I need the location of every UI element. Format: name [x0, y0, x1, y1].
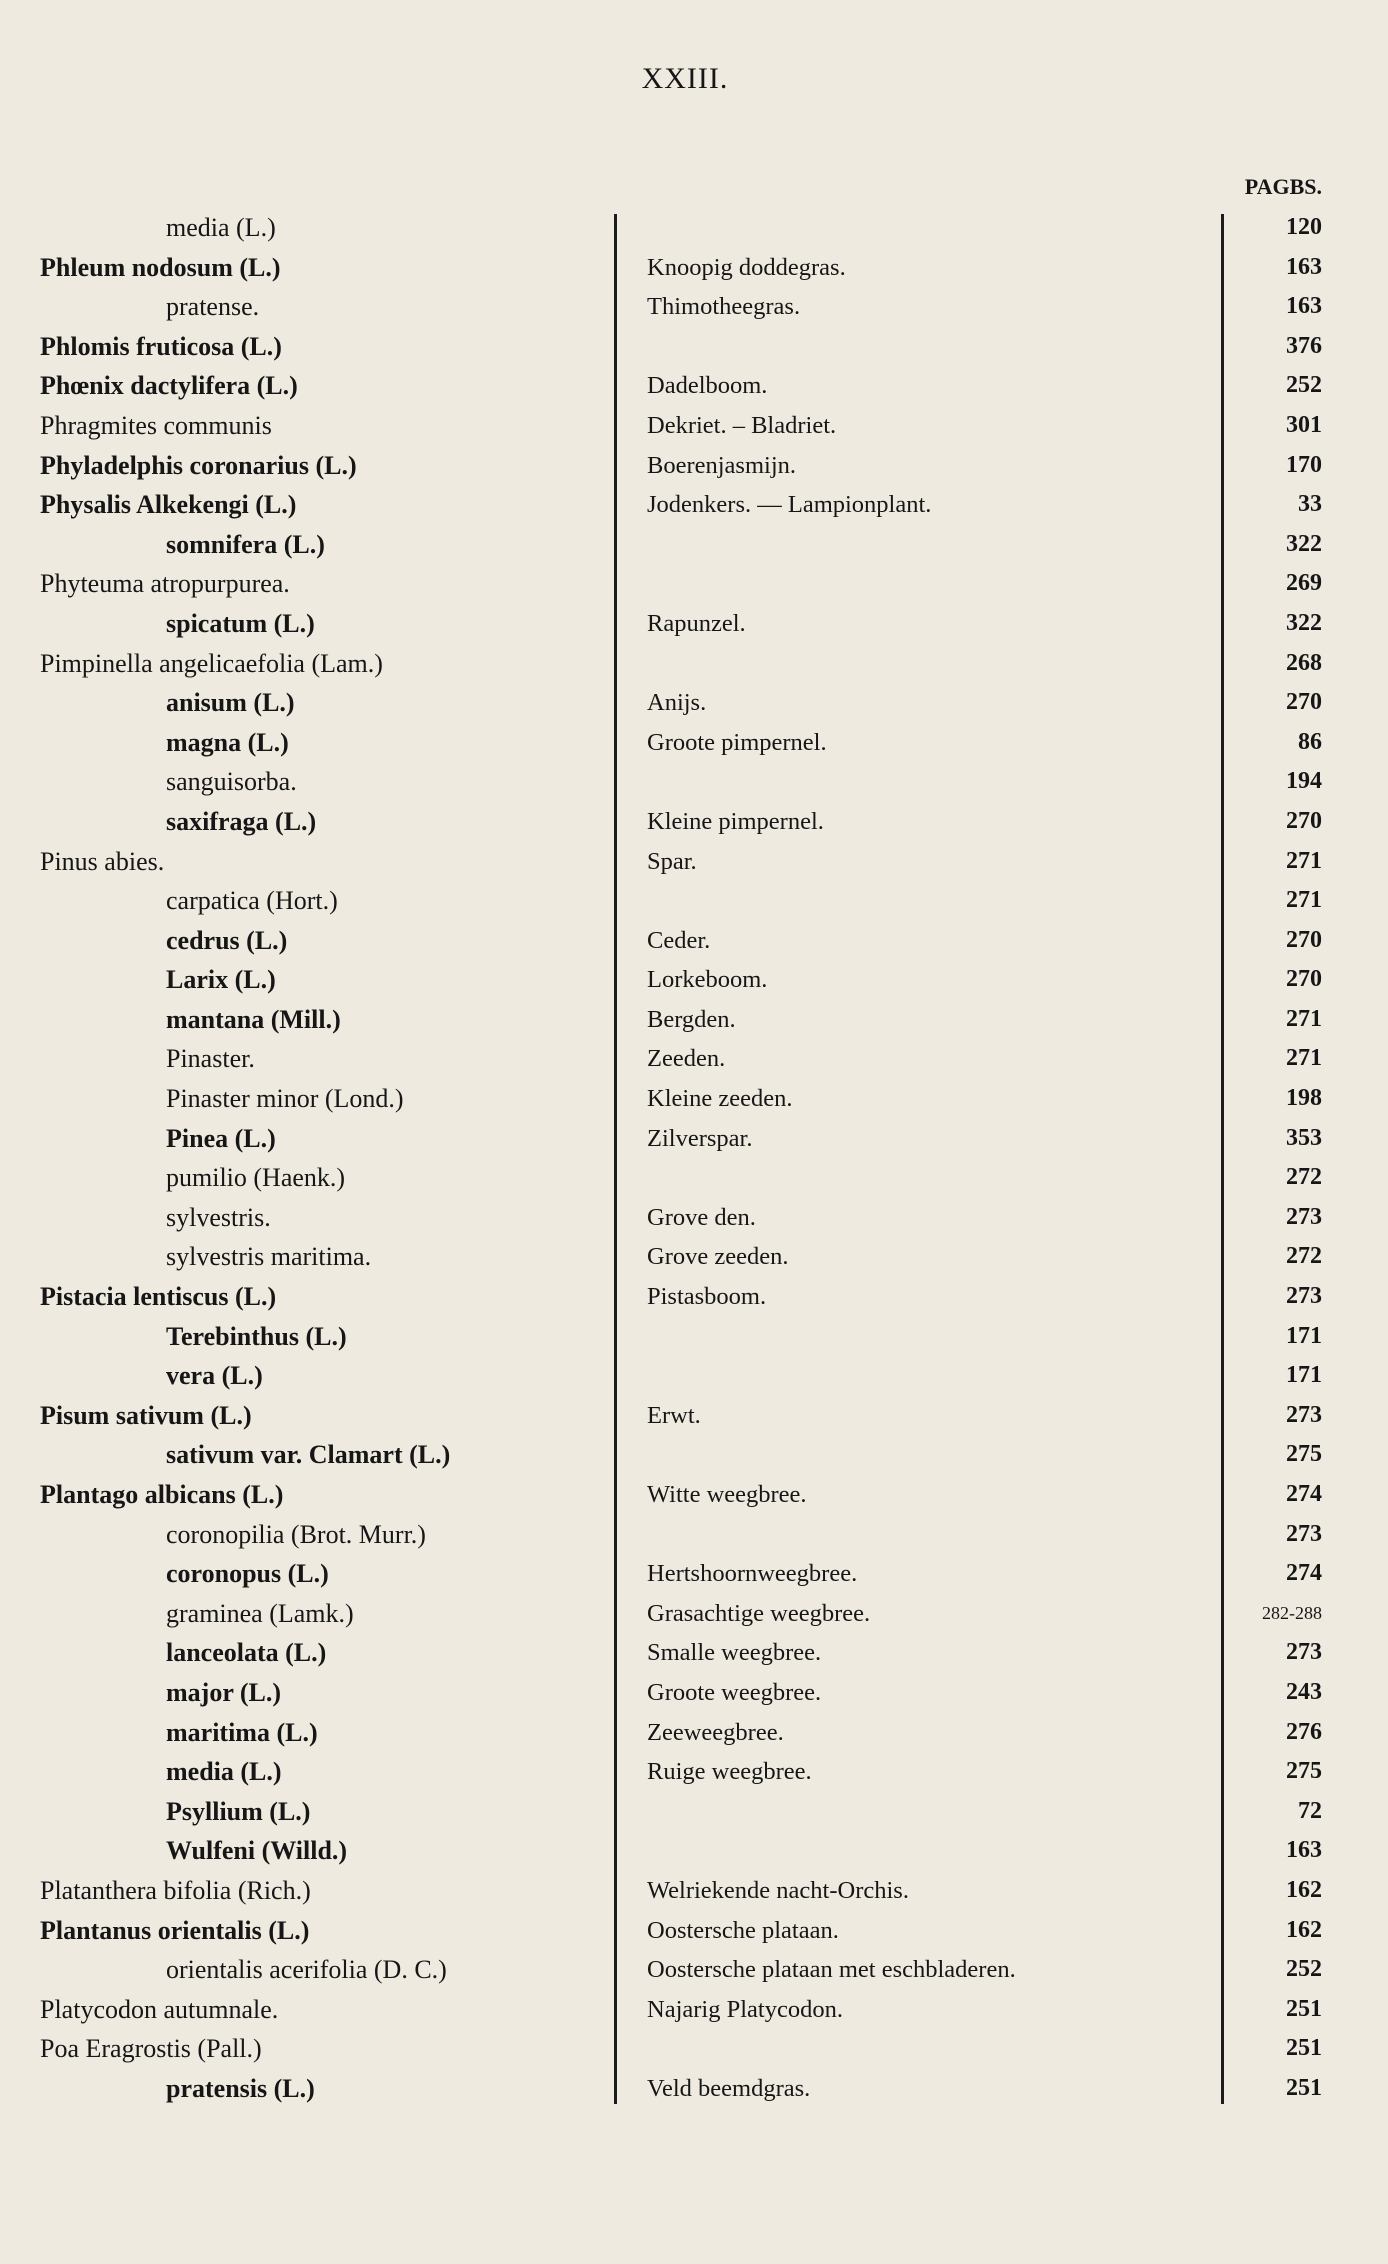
page-reference: 33	[1298, 491, 1322, 518]
dutch-name: Rapunzel.	[647, 609, 746, 637]
page-number: XXIII.	[641, 62, 729, 95]
dutch-name: Oostersche plataan met eschbladeren.	[647, 1956, 1016, 1984]
index-entry	[0, 604, 1388, 644]
latin-name: Physalis Alkekengi (L.)	[40, 490, 297, 520]
dutch-name: Witte weegbree.	[647, 1481, 807, 1508]
index-entry	[0, 1039, 1388, 1079]
index-entry	[0, 802, 1388, 842]
latin-name: magna (L.)	[166, 727, 289, 757]
index-entry	[0, 723, 1388, 763]
dutch-name: Erwt.	[647, 1401, 701, 1429]
index-entry	[0, 525, 1388, 565]
dutch-name: Zilverspar.	[647, 1124, 753, 1152]
latin-name: Phœnix dactylifera (L.)	[40, 371, 298, 401]
page-reference: 270	[1286, 807, 1322, 834]
page-reference: 163	[1286, 253, 1322, 280]
latin-name: Phlomis fruticosa (L.)	[40, 331, 282, 361]
dutch-name: Veld beemdgras.	[647, 2074, 811, 2102]
page-reference: 170	[1286, 451, 1322, 478]
dutch-name: Groote pimpernel.	[647, 728, 827, 756]
index-entry	[0, 1515, 1388, 1555]
index-entry	[0, 1475, 1388, 1515]
dutch-name: Knoopig doddegras.	[647, 253, 846, 281]
index-entry	[0, 1911, 1388, 1951]
latin-name: Plantanus orientalis (L.)	[40, 1915, 310, 1945]
page-reference: 376	[1286, 332, 1322, 359]
index-entry	[0, 1396, 1388, 1436]
dutch-name: Zeeweegbree.	[647, 1718, 784, 1746]
index-entry	[0, 446, 1388, 486]
page-reference: 270	[1286, 689, 1322, 716]
dutch-name: Anijs.	[647, 689, 707, 717]
page-reference: 86	[1298, 728, 1322, 755]
latin-name: Pinea (L.)	[166, 1123, 276, 1153]
dutch-name: Grasachtige weegbree.	[647, 1599, 871, 1627]
latin-name: major (L.)	[166, 1677, 282, 1707]
latin-name: Pisum sativum (L.)	[40, 1400, 252, 1430]
latin-name: Pinaster minor (Lond.)	[166, 1084, 404, 1114]
latin-name: carpatica (Hort.)	[166, 886, 338, 916]
dutch-name: Grove zeeden.	[647, 1243, 789, 1271]
latin-name: sativum var. Clamart (L.)	[166, 1440, 451, 1470]
latin-name: Pistacia lentiscus (L.)	[40, 1282, 277, 1312]
page-reference: 269	[1286, 570, 1322, 597]
page-reference: 273	[1286, 1639, 1322, 1666]
page-reference: 276	[1286, 1718, 1322, 1745]
dutch-name: Pistasboom.	[647, 1283, 767, 1311]
index-entry	[0, 644, 1388, 684]
index-entry	[0, 1633, 1388, 1673]
page-reference: 275	[1286, 1758, 1322, 1785]
index-entry	[0, 762, 1388, 802]
index-entry	[0, 1237, 1388, 1277]
page-reference: 272	[1286, 1243, 1322, 1270]
page-reference: 272	[1286, 1164, 1322, 1191]
index-entry	[0, 1950, 1388, 1990]
latin-name: coronopilia (Brot. Murr.)	[166, 1519, 426, 1549]
page-reference: 273	[1286, 1401, 1322, 1428]
index-entry	[0, 485, 1388, 525]
page-reference: 353	[1286, 1124, 1322, 1151]
page-reference: 171	[1286, 1322, 1322, 1349]
latin-name: Phragmites communis	[40, 410, 272, 440]
dutch-name: Zeeden.	[647, 1045, 726, 1073]
index-entries	[0, 208, 1388, 2109]
dutch-name: Kleine pimpernel.	[647, 807, 824, 835]
index-entry	[0, 1673, 1388, 1713]
page-reference: 251	[1286, 1995, 1322, 2022]
index-entry	[0, 248, 1388, 288]
page-reference: 251	[1286, 2074, 1322, 2101]
index-entry	[0, 1158, 1388, 1198]
latin-name: Phyteuma atropurpurea.	[40, 569, 290, 599]
page-reference: 270	[1286, 926, 1322, 953]
page-reference: 275	[1286, 1441, 1322, 1468]
latin-name: vera (L.)	[166, 1361, 263, 1391]
latin-name: Terebinthus (L.)	[166, 1321, 347, 1351]
page-reference: 273	[1286, 1283, 1322, 1310]
index-entry	[0, 366, 1388, 406]
latin-name: sylvestris maritima.	[166, 1242, 372, 1272]
page-reference: 274	[1286, 1560, 1322, 1587]
latin-name: Platycodon autumnale.	[40, 1994, 279, 2024]
dutch-name: Najarig Platycodon.	[647, 1995, 843, 2023]
page-reference: 268	[1286, 649, 1322, 676]
dutch-name: Dadelboom.	[647, 372, 768, 400]
latin-name: sylvestris.	[166, 1202, 271, 1232]
dutch-name: Thimotheegras.	[647, 293, 801, 321]
page-reference: 271	[1286, 847, 1322, 874]
latin-name: anisum (L.)	[166, 688, 295, 718]
page-reference: 322	[1286, 530, 1322, 557]
index-entry	[0, 1594, 1388, 1634]
index-entry	[0, 1990, 1388, 2030]
dutch-name: Jodenkers. — Lampionplant.	[647, 491, 932, 519]
index-entry	[0, 327, 1388, 367]
latin-name: somnifera (L.)	[166, 529, 325, 559]
page-reference: 163	[1286, 1837, 1322, 1864]
latin-name: Plantago albicans (L.)	[40, 1480, 284, 1509]
index-entry	[0, 2069, 1388, 2109]
index-entry	[0, 1079, 1388, 1119]
latin-name: Pinus abies.	[40, 846, 165, 876]
index-entry	[0, 1277, 1388, 1317]
dutch-name: Groote weegbree.	[647, 1678, 822, 1706]
index-entry	[0, 683, 1388, 723]
index-entry	[0, 287, 1388, 327]
latin-name: Wulfeni (Willd.)	[166, 1836, 348, 1866]
index-entry	[0, 208, 1388, 248]
latin-name: maritima (L.)	[166, 1717, 318, 1747]
page-reference: 120	[1286, 214, 1322, 240]
index-entry	[0, 1554, 1388, 1594]
page-reference: 322	[1286, 609, 1322, 636]
page-reference: 251	[1286, 2035, 1322, 2062]
page-reference: 243	[1286, 1678, 1322, 1705]
latin-name: cedrus (L.)	[166, 925, 288, 955]
dutch-name: Bergden.	[647, 1005, 736, 1033]
page-reference: 282-288	[1262, 1602, 1322, 1623]
latin-name: media (L.)	[166, 213, 276, 242]
latin-name: Platanthera bifolia (Rich.)	[40, 1875, 311, 1905]
dutch-name: Oostersche plataan.	[647, 1916, 839, 1944]
latin-name: coronopus (L.)	[166, 1559, 329, 1589]
page-reference: 162	[1286, 1876, 1322, 1903]
latin-name: sanguisorba.	[166, 767, 297, 797]
dutch-name: Welriekende nacht-Orchis.	[647, 1876, 909, 1904]
dutch-name: Hertshoornweegbree.	[647, 1560, 858, 1588]
page-reference: 271	[1286, 1005, 1322, 1032]
latin-name: Psyllium (L.)	[166, 1796, 311, 1826]
page-reference: 72	[1298, 1797, 1322, 1824]
dutch-name: Smalle weegbree.	[647, 1639, 822, 1667]
latin-name: graminea (Lamk.)	[166, 1598, 354, 1628]
latin-name: mantana (Mill.)	[166, 1004, 341, 1034]
page-reference: 273	[1286, 1520, 1322, 1547]
index-entry	[0, 1000, 1388, 1040]
latin-name: Phyladelphis coronarius (L.)	[40, 450, 357, 480]
index-entry	[0, 881, 1388, 921]
latin-name: Larix (L.)	[166, 965, 276, 995]
dutch-name: Lorkeboom.	[647, 966, 768, 994]
latin-name: saxifraga (L.)	[166, 806, 317, 836]
index-entry	[0, 1871, 1388, 1911]
page-reference: 198	[1286, 1085, 1322, 1112]
dutch-name: Dekriet. – Bladriet.	[647, 411, 837, 439]
latin-name: orientalis acerifolia (D. C.)	[166, 1955, 447, 1985]
page-reference: 301	[1286, 411, 1322, 438]
index-entry	[0, 2029, 1388, 2069]
page-reference: 163	[1286, 293, 1322, 320]
latin-name: Phleum nodosum (L.)	[40, 252, 281, 282]
latin-name: pratense.	[166, 292, 260, 322]
dutch-name: Spar.	[647, 847, 697, 875]
page-reference: 252	[1286, 372, 1322, 399]
index-entry	[0, 1752, 1388, 1792]
page-reference: 162	[1286, 1916, 1322, 1943]
latin-name: Poa Eragrostis (Pall.)	[40, 2034, 262, 2064]
index-entry	[0, 1792, 1388, 1832]
dutch-name: Ruige weegbree.	[647, 1758, 812, 1786]
dutch-name: Grove den.	[647, 1203, 756, 1231]
index-entry	[0, 1317, 1388, 1357]
index-entry	[0, 406, 1388, 446]
dutch-name: Kleine zeeden.	[647, 1085, 793, 1113]
pages-column-header: PAGBS.	[1244, 174, 1322, 199]
dutch-name: Boerenjasmijn.	[647, 451, 797, 479]
index-entry	[0, 842, 1388, 882]
page-reference: 274	[1286, 1481, 1322, 1507]
page-reference: 171	[1286, 1362, 1322, 1389]
latin-name: lanceolata (L.)	[166, 1638, 327, 1668]
index-entry	[0, 1713, 1388, 1753]
index-entry	[0, 1435, 1388, 1475]
dutch-name: Ceder.	[647, 926, 711, 954]
index-entry	[0, 1356, 1388, 1396]
index-entry	[0, 1198, 1388, 1238]
page-reference: 271	[1286, 887, 1322, 914]
index-entry	[0, 564, 1388, 604]
latin-name: Pinaster.	[166, 1044, 255, 1074]
page-reference: 252	[1286, 1956, 1322, 1983]
page-reference: 194	[1286, 768, 1322, 795]
page-reference: 273	[1286, 1203, 1322, 1230]
latin-name: spicatum (L.)	[166, 608, 315, 638]
index-entry	[0, 1831, 1388, 1871]
latin-name: pratensis (L.)	[166, 2073, 315, 2103]
page-reference: 270	[1286, 966, 1322, 993]
latin-name: media (L.)	[166, 1757, 282, 1787]
index-entry	[0, 960, 1388, 1000]
latin-name: pumilio (Haenk.)	[166, 1163, 346, 1193]
page-reference: 271	[1286, 1045, 1322, 1072]
index-entry	[0, 1119, 1388, 1159]
index-entry	[0, 921, 1388, 961]
latin-name: Pimpinella angelicaefolia (Lam.)	[40, 648, 383, 678]
